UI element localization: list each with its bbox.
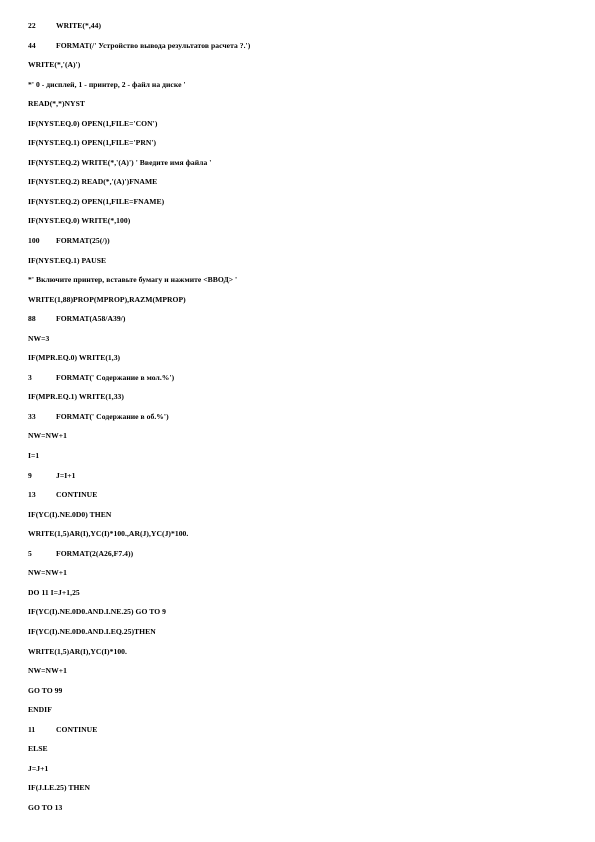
code-statement: *' Включите принтер, вставьте бумагу и нажмите <ВВОД> ' <box>28 275 238 285</box>
code-line <box>28 798 568 818</box>
code-line <box>28 153 568 173</box>
code-statement: READ(*,*)NYST <box>28 99 85 109</box>
code-statement: FORMAT(/' Устройство вывода результатов расчета ?.') <box>56 40 251 50</box>
code-statement: J=J+1 <box>28 763 49 773</box>
code-statement: FORMAT(2(A26,F7.4)) <box>56 548 134 558</box>
statement-label: 88 <box>28 314 36 324</box>
code-line <box>28 524 568 544</box>
code-statement: FORMAT(25(/)) <box>56 236 110 246</box>
code-statement: I=1 <box>28 451 40 461</box>
code-statement: IF(YC(I).NE.0D0) THEN <box>28 509 112 519</box>
code-statement: IF(MPR.EQ.1) WRITE(1,33) <box>28 392 124 402</box>
code-statement: IF(J.LE.25) THEN <box>28 783 91 793</box>
code-line <box>28 622 568 642</box>
code-line <box>28 16 568 36</box>
code-statement: IF(NYST.EQ.1) OPEN(1,FILE='PRN') <box>28 138 157 148</box>
code-line <box>28 368 568 388</box>
code-line <box>28 251 568 271</box>
code-line <box>28 602 568 622</box>
code-statement: FORMAT(A58/A39/) <box>56 314 126 324</box>
code-statement: ENDIF <box>28 705 52 715</box>
code-listing <box>28 16 568 817</box>
code-line <box>28 387 568 407</box>
code-statement: WRITE(1,5)AR(I),YC(I)*100. <box>28 646 127 656</box>
code-line <box>28 172 568 192</box>
code-line <box>28 544 568 564</box>
code-statement: IF(NYST.EQ.2) READ(*,'(A)')FNAME <box>28 177 158 187</box>
code-statement: *' 0 - дисплей, 1 - принтер, 2 - файл на диске ' <box>28 79 186 89</box>
code-line <box>28 270 568 290</box>
code-statement: IF(YC(I).NE.0D0.AND.I.NE.25) GO TO 9 <box>28 607 167 617</box>
code-statement: NW=NW+1 <box>28 568 67 578</box>
code-line <box>28 759 568 779</box>
code-statement: CONTINUE <box>56 490 98 500</box>
code-statement: GO TO 13 <box>28 802 63 812</box>
code-statement: WRITE(*,'(A)') <box>28 60 81 70</box>
code-statement: NW=NW+1 <box>28 431 67 441</box>
code-line <box>28 700 568 720</box>
code-statement: WRITE(1,88)PROP(MPROP),RAZM(MPROP) <box>28 294 186 304</box>
code-statement: GO TO 99 <box>28 685 63 695</box>
code-statement: IF(NYST.EQ.0) WRITE(*,100) <box>28 216 131 226</box>
code-line <box>28 114 568 134</box>
code-line <box>28 133 568 153</box>
code-line <box>28 681 568 701</box>
code-line <box>28 466 568 486</box>
code-line <box>28 446 568 466</box>
statement-label: 22 <box>28 21 36 30</box>
code-line <box>28 778 568 798</box>
code-statement: NW=3 <box>28 333 50 343</box>
statement-label: 100 <box>28 236 40 246</box>
code-line <box>28 485 568 505</box>
code-statement: FORMAT(' Содержание в мол.%') <box>56 372 175 382</box>
statement-label: 13 <box>28 490 36 500</box>
code-line <box>28 231 568 251</box>
statement-label: 9 <box>28 470 32 480</box>
code-line <box>28 720 568 740</box>
code-statement: J=I+1 <box>56 470 76 480</box>
code-line <box>28 563 568 583</box>
code-statement: IF(NYST.EQ.0) OPEN(1,FILE='CON') <box>28 118 158 128</box>
code-line <box>28 94 568 114</box>
code-line <box>28 407 568 427</box>
code-statement: WRITE(1,5)AR(I),YC(I)*100.,AR(J),YC(J)*100. <box>28 529 189 539</box>
code-line <box>28 309 568 329</box>
code-statement: ELSE <box>28 744 48 754</box>
code-line <box>28 661 568 681</box>
code-statement: FORMAT(' Содержание в об.%') <box>56 411 169 421</box>
code-line <box>28 348 568 368</box>
code-line <box>28 329 568 349</box>
code-statement: IF(YC(I).NE.0D0.AND.I.EQ.25)THEN <box>28 626 156 636</box>
code-statement: DO 11 I=J+1,25 <box>28 587 80 597</box>
statement-label: 44 <box>28 40 36 50</box>
code-line <box>28 583 568 603</box>
code-statement: WRITE(*,44) <box>56 21 102 30</box>
code-line <box>28 192 568 212</box>
code-line <box>28 505 568 525</box>
code-line <box>28 642 568 662</box>
code-statement: IF(MPR.EQ.0) WRITE(1,3) <box>28 353 121 363</box>
code-statement: IF(NYST.EQ.2) WRITE(*,'(A)') ' Введите имя файла ' <box>28 157 212 167</box>
code-line <box>28 36 568 56</box>
code-line <box>28 55 568 75</box>
code-line <box>28 75 568 95</box>
code-statement: NW=NW+1 <box>28 666 67 676</box>
code-statement: IF(NYST.EQ.2) OPEN(1,FILE=FNAME) <box>28 196 165 206</box>
code-statement: CONTINUE <box>56 724 98 734</box>
code-line <box>28 739 568 759</box>
statement-label: 33 <box>28 411 36 421</box>
code-line <box>28 426 568 446</box>
code-line <box>28 290 568 310</box>
statement-label: 5 <box>28 548 32 558</box>
statement-label: 3 <box>28 372 32 382</box>
code-statement: IF(NYST.EQ.1) PAUSE <box>28 255 107 265</box>
statement-label: 11 <box>28 724 36 734</box>
code-line <box>28 211 568 231</box>
